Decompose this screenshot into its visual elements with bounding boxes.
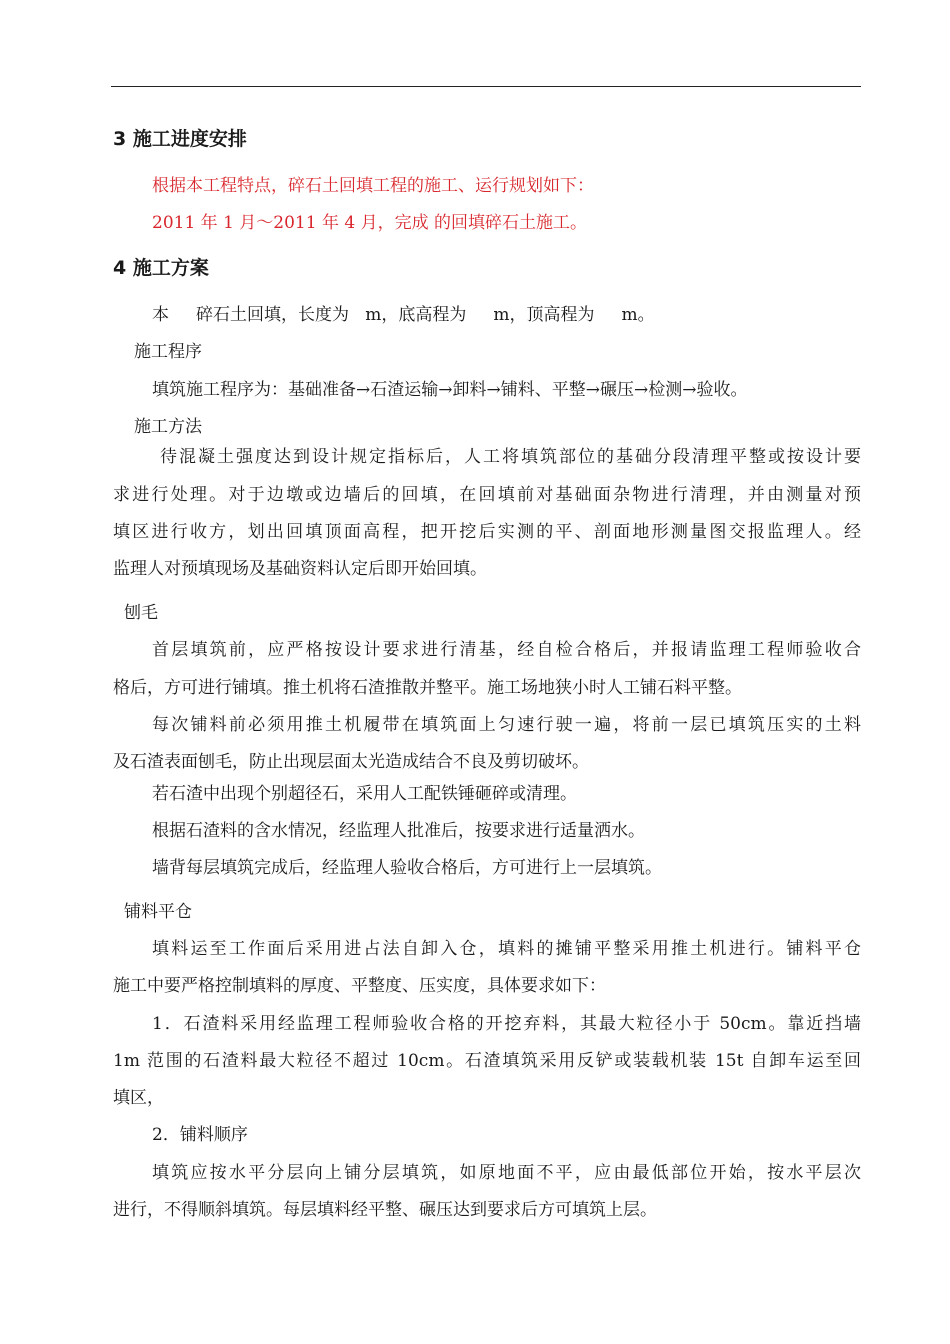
- section-3-heading: 3 施工进度安排: [113, 128, 247, 150]
- spread-para-line-1: 填料运至工作面后采用进占法自卸入仓，填料的摊铺平整采用推土机进行。铺料平仓: [152, 939, 861, 959]
- plane-para2-line-2: 及石渣表面刨毛，防止出现层面太光造成结合不良及剪切破坏。: [113, 752, 589, 772]
- section-3-intro: 根据本工程特点，碎石土回填工程的施工、运行规划如下：: [152, 176, 594, 196]
- plane-para4: 根据石渣料的含水情况，经监理人批准后，按要求进行适量洒水。: [152, 821, 645, 841]
- section-4-heading: 4 施工方案: [113, 257, 209, 279]
- plane-para2-line-1: 每次铺料前必须用推土机履带在填筑面上匀速行驶一遍，将前一层已填筑压实的土料: [152, 715, 861, 735]
- plane-para3: 若石渣中出现个别超径石，采用人工配铁锤砸碎或清理。: [152, 784, 577, 804]
- header-rule: [111, 86, 861, 87]
- item1-line-1: 1．石渣料采用经监理工程师验收合格的开挖弃料，其最大粒径小于 50cm。靠近挡墙: [152, 1014, 861, 1034]
- spread-title: 铺料平仓: [124, 902, 192, 922]
- item2-para-line-2: 进行，不得顺斜填筑。每层填料经平整、碾压达到要求后方可填筑上层。: [113, 1200, 657, 1220]
- procedure-title: 施工程序: [134, 342, 202, 362]
- plane-para5: 墙背每层填筑完成后，经监理人验收合格后，方可进行上一层填筑。: [152, 858, 662, 878]
- method-line-1: 待混凝土强度达到设计规定指标后，人工将填筑部位的基础分段清理平整或按设计要: [160, 447, 861, 467]
- plane-title: 刨毛: [124, 603, 158, 623]
- procedure-text: 填筑施工程序为：基础准备→石渣运输→卸料→铺料、平整→碾压→检测→验收。: [152, 380, 748, 400]
- item2-para-line-1: 填筑应按水平分层向上铺分层填筑，如原地面不平，应由最低部位开始，按水平层次: [152, 1163, 861, 1183]
- item2-title: 2．铺料顺序: [152, 1125, 248, 1145]
- method-title: 施工方法: [134, 417, 202, 437]
- section-4-summary: 本 碎石土回填，长度为 m，底高程为 m，顶高程为 m。: [152, 305, 655, 325]
- item1-line-2: 1m 范围的石渣料最大粒径不超过 10cm。石渣填筑采用反铲或装载机装 15t 自卸车运至回: [113, 1051, 861, 1071]
- method-line-2: 求进行处理。对于边墩或边墙后的回填，在回填前对基础面杂物进行清理，并由测量对预: [113, 485, 861, 505]
- spread-para-line-2: 施工中要严格控制填料的厚度、平整度、压实度，具体要求如下：: [113, 976, 606, 996]
- item1-line-3: 填区，: [113, 1088, 164, 1108]
- plane-para1-line-1: 首层填筑前，应严格按设计要求进行清基，经自检合格后，并报请监理工程师验收合: [152, 640, 861, 660]
- method-line-4: 监理人对预填现场及基础资料认定后即开始回填。: [113, 559, 487, 579]
- plane-para1-line-2: 格后，方可进行铺填。推土机将石渣推散并整平。施工场地狭小时人工铺石料平整。: [113, 678, 742, 698]
- section-3-schedule: 2011 年 1 月～2011 年 4 月，完成 的回填碎石土施工。: [152, 213, 587, 233]
- method-line-3: 填区进行收方，划出回填顶面高程，把开挖后实测的平、剖面地形测量图交报监理人。经: [113, 522, 861, 542]
